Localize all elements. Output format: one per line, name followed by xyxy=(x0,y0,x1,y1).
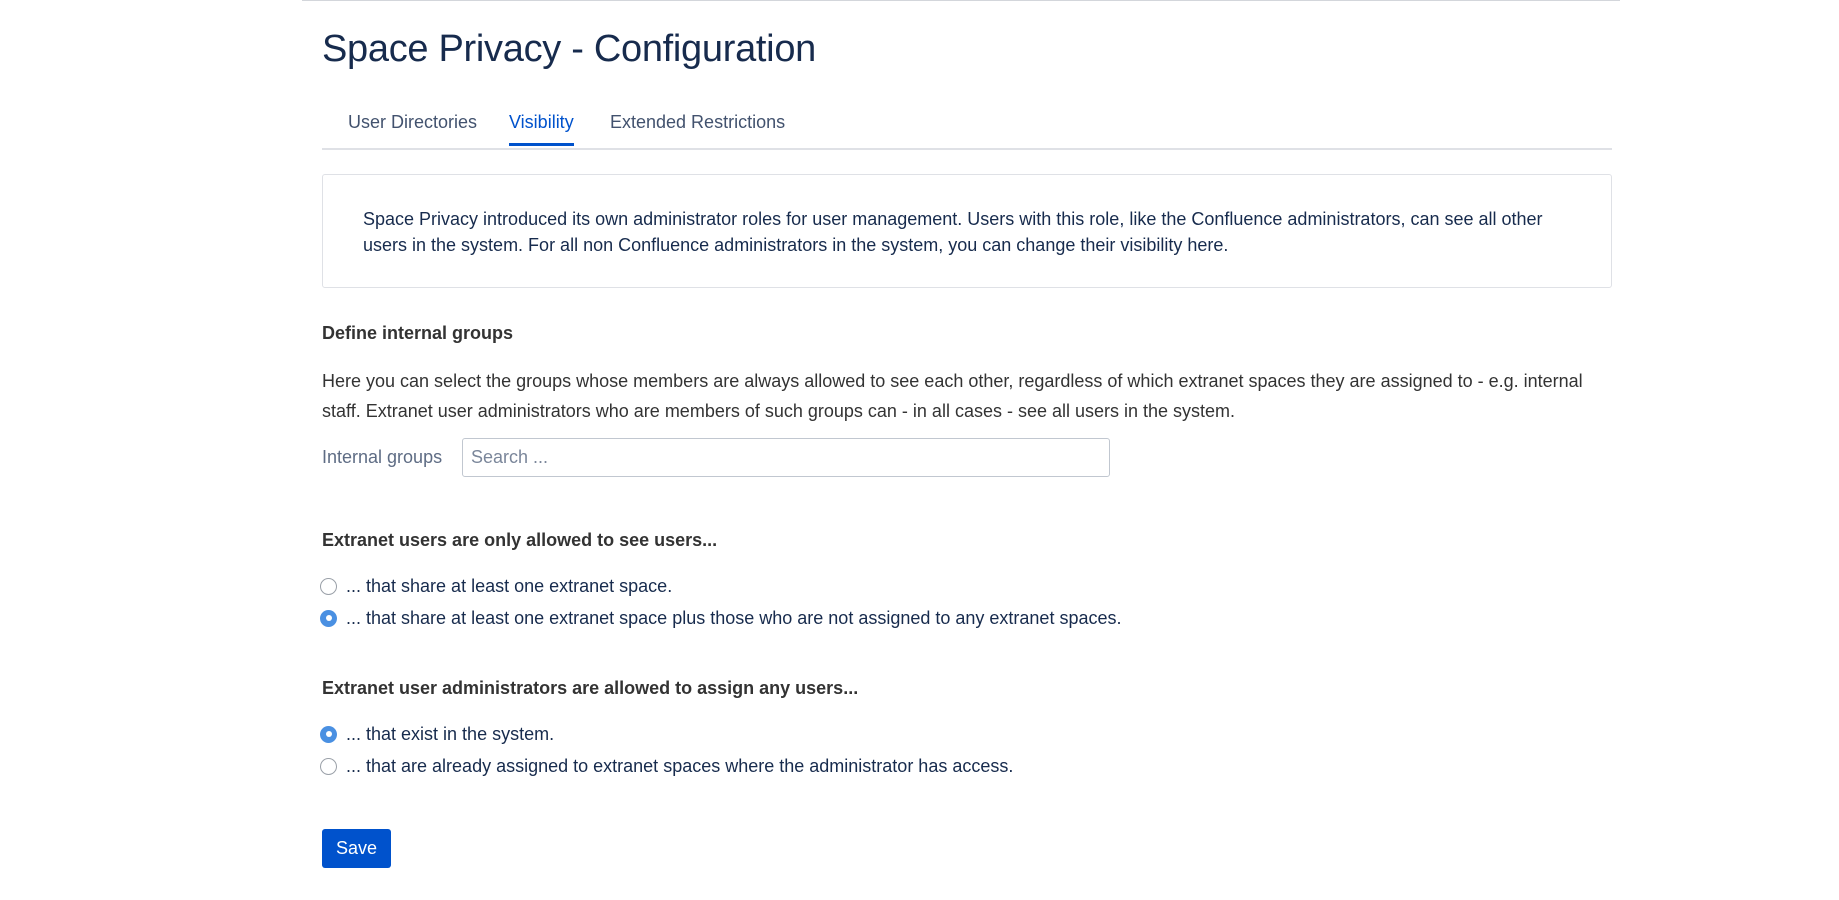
info-panel xyxy=(322,174,1612,288)
assign-option-label: ... that exist in the system. xyxy=(346,723,555,744)
internal-groups-heading: Define internal groups xyxy=(322,323,514,343)
internal-groups-search-input[interactable] xyxy=(462,438,1110,477)
internal-groups-label: Internal groups xyxy=(322,447,443,467)
radio-button-selected[interactable] xyxy=(320,610,337,627)
page-title: Space Privacy - Configuration xyxy=(322,28,816,70)
tab-user-directories[interactable]: User Directories xyxy=(348,112,478,132)
assign-option-already-assigned[interactable] xyxy=(320,754,1013,778)
visibility-option-share-space-plus-unassigned[interactable] xyxy=(320,606,1121,630)
internal-groups-description: Here you can select the groups whose members are always allowed to see each other, regardless of which extranet spaces they are assigned to - e.g. internal staff. Extranet user administrators who are members of such groups can - in all cases - see all users in the system. xyxy=(322,371,1583,421)
radio-button-selected[interactable] xyxy=(320,726,337,743)
visibility-option-share-space[interactable] xyxy=(320,574,672,598)
visibility-option-label: ... that share at least one extranet space. xyxy=(346,575,673,596)
extranet-visibility-heading: Extranet users are only allowed to see users... xyxy=(322,530,718,550)
tab-visibility[interactable]: Visibility xyxy=(509,112,574,146)
radio-button[interactable] xyxy=(320,578,337,595)
save-button[interactable]: Save xyxy=(322,829,391,868)
assign-option-label: ... that are already assigned to extranet spaces where the administrator has access. xyxy=(346,755,1014,776)
radio-button[interactable] xyxy=(320,758,337,775)
tab-extended-restrictions[interactable]: Extended Restrictions xyxy=(610,112,786,132)
admin-assign-heading: Extranet user administrators are allowed to assign any users... xyxy=(322,678,859,698)
info-text: Space Privacy introduced its own administrator roles for user management. Users with this role, like the Confluence administrators, can see all other users in the system. For all non Confluence administrators in the system, you can change their visibility here. xyxy=(363,209,1543,255)
tab-bar xyxy=(322,108,1612,150)
top-divider xyxy=(302,0,1620,1)
visibility-option-label: ... that share at least one extranet space plus those who are not assigned to any extranet spaces. xyxy=(346,607,1122,628)
assign-option-exist-in-system[interactable] xyxy=(320,722,554,746)
